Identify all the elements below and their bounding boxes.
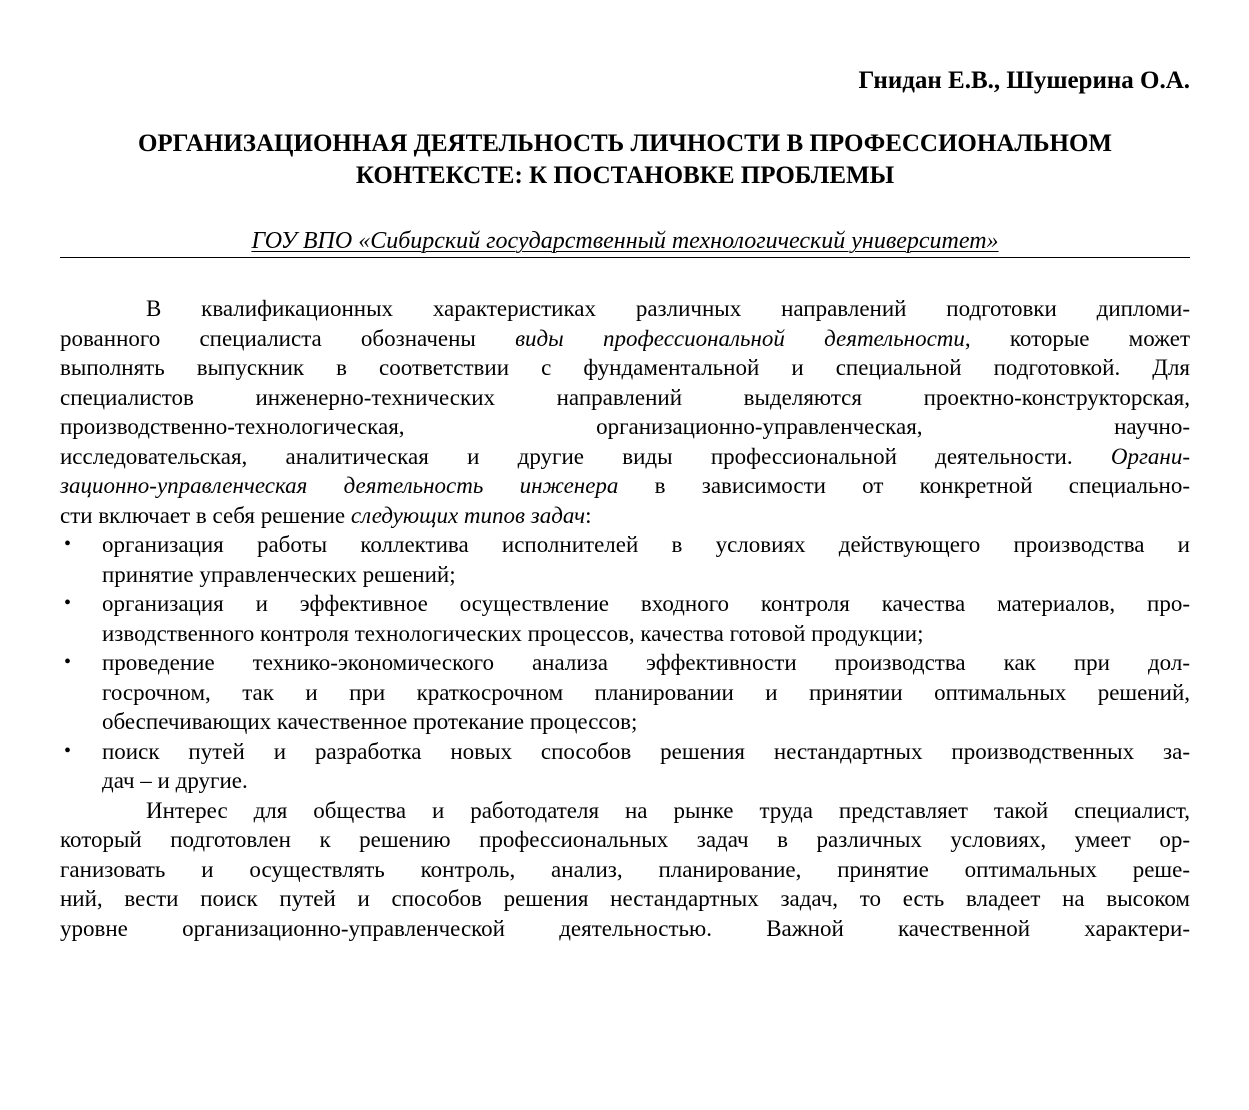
- text-run: обеспечивающих качественное протекание процессов;: [102, 709, 638, 734]
- italic-term: Органи-: [1110, 443, 1190, 469]
- bullet-line: [102, 678, 1190, 708]
- affiliation: [60, 226, 1190, 256]
- bullet-line: [102, 707, 1190, 737]
- paragraph-line: [60, 353, 1190, 383]
- title-line-1: ОРГАНИЗАЦИОННАЯ ДЕЯТЕЛЬНОСТЬ ЛИЧНОСТИ В ПРОФЕССИОНАЛЬНОМ: [137, 130, 1113, 157]
- text-run: сти включает в себя решение: [60, 502, 351, 528]
- italic-term: зационно-управленческая деятельность инженера: [60, 473, 619, 498]
- paragraph-line: [60, 294, 1190, 324]
- bullet-line: [102, 589, 1190, 619]
- paper-title: [60, 128, 1190, 192]
- text-run: :: [585, 502, 592, 528]
- paragraph-line: [60, 825, 1190, 855]
- text-run: принятие управленческих решений;: [102, 561, 456, 587]
- bullet-item: [60, 737, 1190, 796]
- bullet-item: [60, 589, 1190, 648]
- bullet-line: [102, 619, 1190, 649]
- text-run: организация и эффективное осуществление входного контроля качества материалов, про-: [102, 591, 1190, 616]
- text-run: рованного специалиста обозначены: [60, 325, 516, 351]
- text-run: поиск путей и разработка новых способов решения нестандартных производственных за-: [102, 738, 1190, 764]
- paragraph-line: [60, 383, 1190, 413]
- italic-term: следующих типов задач: [350, 502, 586, 528]
- bullet-line: [102, 530, 1190, 560]
- text-run: В квалификационных характеристиках различных направлений подготовки дипломи-: [146, 296, 1190, 321]
- paragraph-line: [60, 412, 1190, 442]
- text-run: госрочном, так и при краткосрочном планировании и принятии оптимальных решений,: [102, 679, 1190, 705]
- text-run: дач – и другие.: [102, 768, 248, 793]
- text-run: Интерес для общества и работодателя на рынке труда представляет такой специалист,: [146, 797, 1190, 823]
- bullet-line: [102, 737, 1190, 767]
- text-run: выполнять выпускник в соответствии с фундаментальной и специальной подготовкой. Для: [60, 355, 1190, 380]
- text-run: проведение технико-экономического анализа эффективности производства как при дол-: [102, 650, 1190, 675]
- text-run: ний, вести поиск путей и способов решения нестандартных задач, то есть владеет на высоком: [60, 886, 1190, 911]
- text-run: , которые может: [964, 325, 1191, 351]
- paragraph-line: [60, 884, 1190, 914]
- text-run: в зависимости от конкретной специально-: [618, 473, 1190, 498]
- paragraph-line: [60, 471, 1190, 501]
- affiliation-text: ГОУ ВПО «Сибирский государственный технологический университет»: [251, 228, 999, 254]
- title-line-2: КОНТЕКСТЕ: К ПОСТАНОВКЕ ПРОБЛЕМЫ: [355, 162, 895, 189]
- italic-term: виды профессиональной деятельности: [515, 325, 965, 351]
- paragraph-line: [60, 324, 1190, 354]
- header-rule: [60, 257, 1190, 258]
- text-run: исследовательская, аналитическая и другие виды профессиональной деятельности.: [60, 443, 1111, 469]
- bullet-marker: •: [64, 592, 72, 614]
- paragraph-line: [60, 442, 1190, 472]
- text-run: организация работы коллектива исполнителей в условиях действующего производства и: [102, 532, 1190, 557]
- bullet-line: [102, 766, 1190, 796]
- text-run: уровне организационно-управленческой деятельностью. Важной качественной характери-: [60, 915, 1190, 941]
- bullet-item: [60, 648, 1190, 737]
- paragraph-line: [60, 501, 1190, 531]
- paragraph-line: [60, 796, 1190, 826]
- bullet-marker: •: [64, 739, 72, 762]
- text-run: ганизовать и осуществлять контроль, анализ, планирование, принятие оптимальных реше-: [60, 856, 1190, 882]
- text-run: специалистов инженерно-технических направлений выделяются проектно-конструкторская,: [60, 384, 1190, 410]
- text-run: который подготовлен к решению профессиональных задач в различных условиях, умеет ор-: [60, 827, 1190, 852]
- text-run: изводственного контроля технологических процессов, качества готовой продукции;: [102, 620, 924, 646]
- bullet-item: [60, 530, 1190, 589]
- body-text: [60, 294, 1190, 943]
- authors: Гнидан Е.В., Шушерина О.А.: [858, 67, 1190, 94]
- paragraph-line: [60, 914, 1190, 944]
- bullet-line: [102, 560, 1190, 590]
- bullet-marker: •: [64, 651, 72, 673]
- bullet-marker: •: [64, 533, 72, 555]
- paragraph-line: [60, 855, 1190, 885]
- bullet-line: [102, 648, 1190, 678]
- text-run: производственно-технологическая, организационно-управленческая, научно-: [60, 414, 1190, 439]
